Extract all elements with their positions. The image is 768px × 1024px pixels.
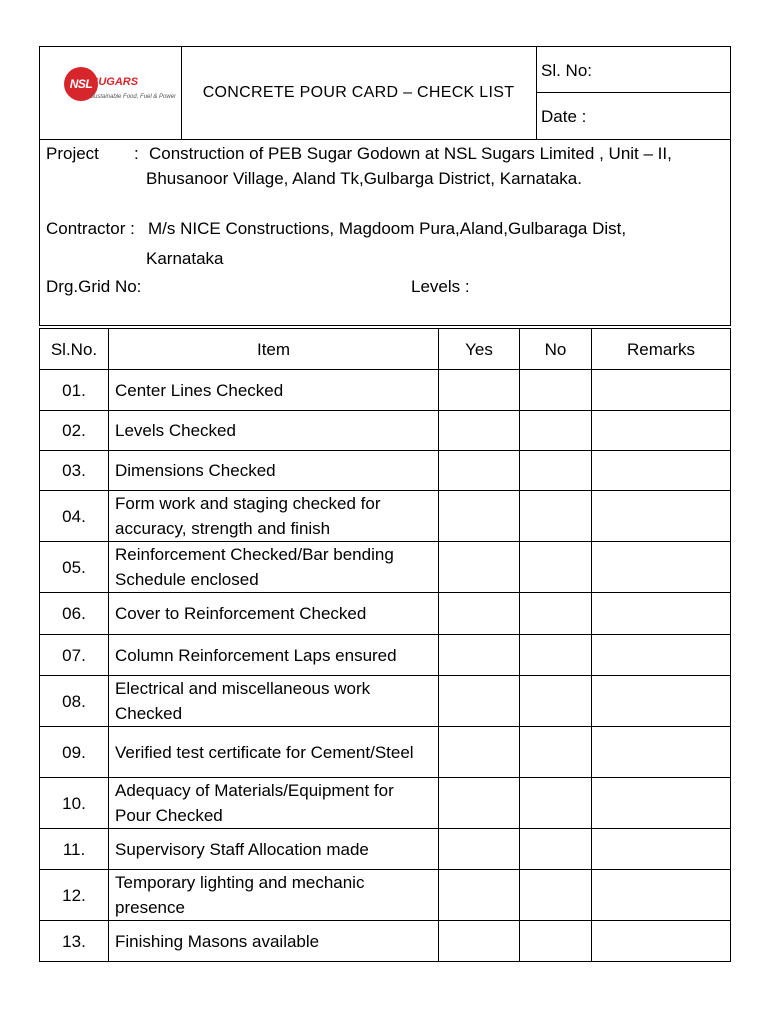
logo-wordmark: SUGARS: [91, 76, 139, 88]
row-item: Reinforcement Checked/Bar bending Schedule enclosed: [109, 542, 439, 593]
table-row: [40, 593, 731, 635]
row-yes-cell[interactable]: [439, 870, 520, 921]
row-no-cell[interactable]: [520, 411, 592, 451]
table-row: [40, 921, 731, 962]
row-no-cell[interactable]: [520, 542, 592, 593]
row-yes-cell[interactable]: [439, 778, 520, 829]
row-yes-cell[interactable]: [439, 411, 520, 451]
row-yes-cell[interactable]: [439, 542, 520, 593]
row-yes-cell[interactable]: [439, 635, 520, 676]
row-remarks-cell[interactable]: [592, 411, 731, 451]
contractor-label: Contractor :: [46, 219, 135, 238]
row-sl-no: 02.: [40, 411, 109, 451]
project-line-1: Construction of PEB Sugar Godown at NSL Sugars Limited , Unit – II,: [149, 144, 672, 163]
table-row: [40, 676, 731, 727]
row-remarks-cell[interactable]: [592, 727, 731, 778]
contractor-line-1: M/s NICE Constructions, Magdoom Pura,Aland,Gulbaraga Dist,: [148, 219, 627, 238]
sl-no-label: Sl. No:: [541, 61, 593, 80]
row-yes-cell[interactable]: [439, 727, 520, 778]
row-sl-no: 03.: [40, 451, 109, 491]
project-label: Project: [46, 144, 99, 163]
row-remarks-cell[interactable]: [592, 593, 731, 635]
row-sl-no: 06.: [40, 593, 109, 635]
row-remarks-cell[interactable]: [592, 870, 731, 921]
row-no-cell[interactable]: [520, 451, 592, 491]
row-no-cell[interactable]: [520, 870, 592, 921]
row-yes-cell[interactable]: [439, 676, 520, 727]
row-item: Electrical and miscellaneous work Checked: [109, 676, 439, 727]
row-sl-no: 04.: [40, 491, 109, 542]
col-header-yes: Yes: [439, 329, 520, 370]
sl-no-field[interactable]: [536, 47, 730, 93]
date-field[interactable]: [536, 93, 730, 139]
logo-tagline: Sustainable Food, Fuel & Power: [90, 94, 177, 100]
row-remarks-cell[interactable]: [592, 829, 731, 870]
row-no-cell[interactable]: [520, 921, 592, 962]
row-item: Cover to Reinforcement Checked: [109, 593, 439, 635]
project-info: [39, 140, 731, 326]
table-header-row: [40, 329, 731, 370]
row-sl-no: 08.: [40, 676, 109, 727]
table-row: [40, 370, 731, 411]
table-row: [40, 635, 731, 676]
row-yes-cell[interactable]: [439, 451, 520, 491]
table-row: [40, 829, 731, 870]
project-line-2: Bhusanoor Village, Aland Tk,Gulbarga District, Karnataka.: [146, 169, 582, 188]
table-row: [40, 870, 731, 921]
drg-grid-label: Drg.Grid No:: [46, 277, 142, 296]
row-no-cell[interactable]: [520, 593, 592, 635]
row-no-cell[interactable]: [520, 676, 592, 727]
row-remarks-cell[interactable]: [592, 676, 731, 727]
checklist-table: [39, 328, 731, 962]
col-header-sl-no: Sl.No.: [40, 329, 109, 370]
row-yes-cell[interactable]: [439, 491, 520, 542]
row-remarks-cell[interactable]: [592, 635, 731, 676]
row-yes-cell[interactable]: [439, 370, 520, 411]
row-no-cell[interactable]: [520, 370, 592, 411]
contractor-line-2: Karnataka: [146, 249, 224, 268]
col-header-item: Item: [109, 329, 439, 370]
table-row: [40, 727, 731, 778]
row-item: Supervisory Staff Allocation made: [109, 829, 439, 870]
row-item: Finishing Masons available: [109, 921, 439, 962]
table-row: [40, 411, 731, 451]
col-header-no: No: [520, 329, 592, 370]
row-no-cell[interactable]: [520, 778, 592, 829]
row-yes-cell[interactable]: [439, 829, 520, 870]
form-header: [39, 46, 731, 140]
form-title: CONCRETE POUR CARD – CHECK LIST: [181, 47, 537, 139]
row-item: Dimensions Checked: [109, 451, 439, 491]
col-header-remarks: Remarks: [592, 329, 731, 370]
header-top-rule: [39, 46, 180, 47]
table-row: [40, 778, 731, 829]
levels-label: Levels :: [411, 277, 470, 296]
row-sl-no: 09.: [40, 727, 109, 778]
row-sl-no: 07.: [40, 635, 109, 676]
row-remarks-cell[interactable]: [592, 451, 731, 491]
row-item: Column Reinforcement Laps ensured: [109, 635, 439, 676]
row-sl-no: 13.: [40, 921, 109, 962]
table-row: [40, 451, 731, 491]
row-sl-no: 12.: [40, 870, 109, 921]
table-row: [40, 491, 731, 542]
row-sl-no: 05.: [40, 542, 109, 593]
logo-mark: NSL: [64, 67, 98, 101]
row-item: Levels Checked: [109, 411, 439, 451]
row-no-cell[interactable]: [520, 829, 592, 870]
row-remarks-cell[interactable]: [592, 491, 731, 542]
row-item: Temporary lighting and mechanic presence: [109, 870, 439, 921]
row-no-cell[interactable]: [520, 491, 592, 542]
row-sl-no: 10.: [40, 778, 109, 829]
row-remarks-cell[interactable]: [592, 370, 731, 411]
row-item: Form work and staging checked for accuracy, strength and finish: [109, 491, 439, 542]
table-row: [40, 542, 731, 593]
row-remarks-cell[interactable]: [592, 542, 731, 593]
row-no-cell[interactable]: [520, 635, 592, 676]
row-sl-no: 11.: [40, 829, 109, 870]
row-item: Verified test certificate for Cement/Steel: [109, 727, 439, 778]
logo-cell: [40, 47, 182, 139]
project-separator: :: [134, 144, 139, 163]
row-no-cell[interactable]: [520, 727, 592, 778]
company-logo: [64, 67, 176, 119]
date-label: Date :: [541, 107, 587, 126]
row-yes-cell[interactable]: [439, 921, 520, 962]
row-yes-cell[interactable]: [439, 593, 520, 635]
row-item: Adequacy of Materials/Equipment for Pour Checked: [109, 778, 439, 829]
row-item: Center Lines Checked: [109, 370, 439, 411]
row-sl-no: 01.: [40, 370, 109, 411]
row-remarks-cell[interactable]: [592, 778, 731, 829]
row-remarks-cell[interactable]: [592, 921, 731, 962]
